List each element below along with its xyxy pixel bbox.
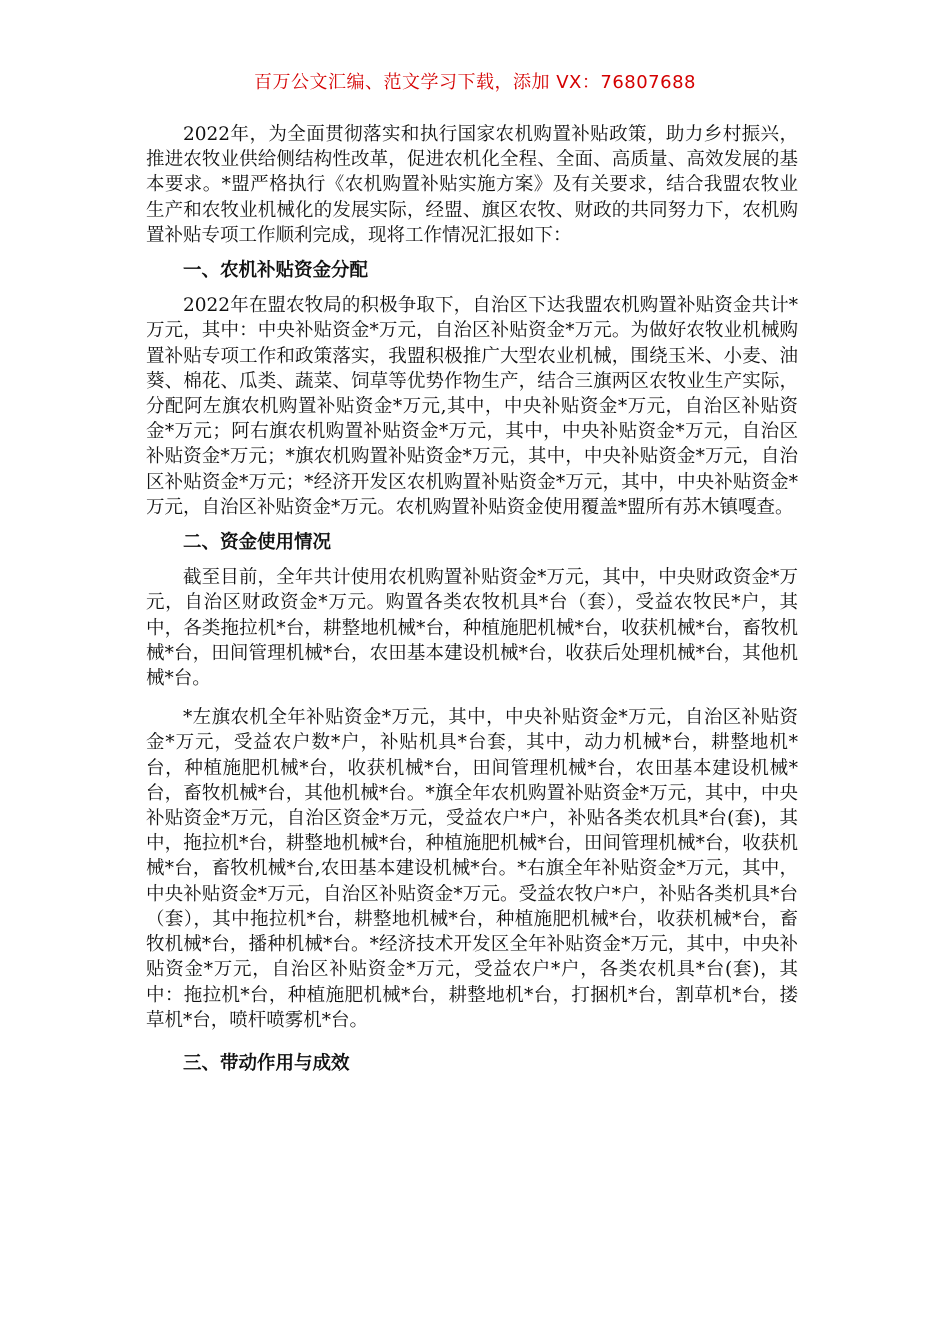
- document-body: [146, 122, 798, 1086]
- watermark-banner: 百万公文汇编、范文学习下载，添加 VX：76807688: [254, 72, 696, 93]
- fund-usage-paragraph-2: *左旗农机全年补贴资金*万元，其中，中央补贴资金*万元，自治区补贴资金*万元，受益农户数*户，补贴机具*台套，其中，动力机械*台，耕整地机*台，种植施肥机械*台，收获机械*台，田间管理机械*台，农田基本建设机械*台，畜牧机械*台，其他机械*台。*旗全年农机购置补贴资金*万元，其中，中央补贴资金*万元，自治区资金*万元，受益农户*户，补贴各类农机具*台(套)，其中，拖拉机*台，耕整地机械*台，种植施肥机械*台，田间管理机械*台，收获机械*台，畜牧机械*台,农田基本建设机械*台。*右旗全年补贴资金*万元，其中，中央补贴资金*万元，自治区补贴资金*万元。受益农牧户*户，补贴各类机具*台（套），其中拖拉机*台，耕整地机械*台，种植施肥机械*台，收获机械*台，畜牧机械*台，播种机械*台。*经济技术开发区全年补贴资金*万元，其中，中央补贴资金*万元，自治区补贴资金*万元，受益农户*户，各类农机具*台(套)，其中：拖拉机*台，种植施肥机械*台，耕整地机*台，打捆机*台，割草机*台，搂草机*台，喷杆喷雾机*台。: [146, 707, 798, 1031]
- section-heading-funding-allocation: 一、农机补贴资金分配: [183, 260, 369, 282]
- intro-paragraph: 2022年，为全面贯彻落实和执行国家农机购置补贴政策，助力乡村振兴，推进农牧业供给侧结构性改革，促进农机化全程、全面、高质量、高效发展的基本要求。*盟严格执行《农机购置补贴实施方案》及有关要求，结合我盟农牧业生产和农牧业机械化的发展实际，经盟、旗区农牧、财政的共同努力下，农机购置补贴专项工作顺利完成，现将工作情况汇报如下：: [146, 124, 798, 246]
- fund-usage-paragraph-1: 截至目前，全年共计使用农机购置补贴资金*万元，其中，中央财政资金*万元，自治区财政资金*万元。购置各类农牧机具*台（套），受益农牧民*户，其中，各类拖拉机*台，耕整地机械*台，种植施肥机械*台，收获机械*台，畜牧机械*台，田间管理机械*台，农田基本建设机械*台，收获后处理机械*台，其他机械*台。: [146, 567, 798, 690]
- section-heading-fund-usage: 二、资金使用情况: [183, 532, 332, 554]
- funding-allocation-paragraph: 2022年在盟农牧局的积极争取下，自治区下达我盟农机购置补贴资金共计*万元，其中：中央补贴资金*万元，自治区补贴资金*万元。为做好农牧业机械购置补贴专项工作和政策落实，我盟积极推广大型农业机械，围绕玉米、小麦、油葵、棉花、瓜类、蔬菜、饲草等优势作物生产，结合三旗两区农牧业生产实际，分配阿左旗农机购置补贴资金*万元,其中，中央补贴资金*万元，自治区补贴资金*万元；阿右旗农机购置补贴资金*万元，其中，中央补贴资金*万元，自治区补贴资金*万元；*旗农机购置补贴资金*万元，其中，中央补贴资金*万元，自治区补贴资金*万元；*经济开发区农机购置补贴资金*万元，其中，中央补贴资金*万元，自治区补贴资金*万元。农机购置补贴资金使用覆盖*盟所有苏木镇嘎查。: [146, 295, 798, 518]
- section-heading-impact: 三、带动作用与成效: [183, 1052, 350, 1074]
- paragraph-spacer: [146, 691, 798, 705]
